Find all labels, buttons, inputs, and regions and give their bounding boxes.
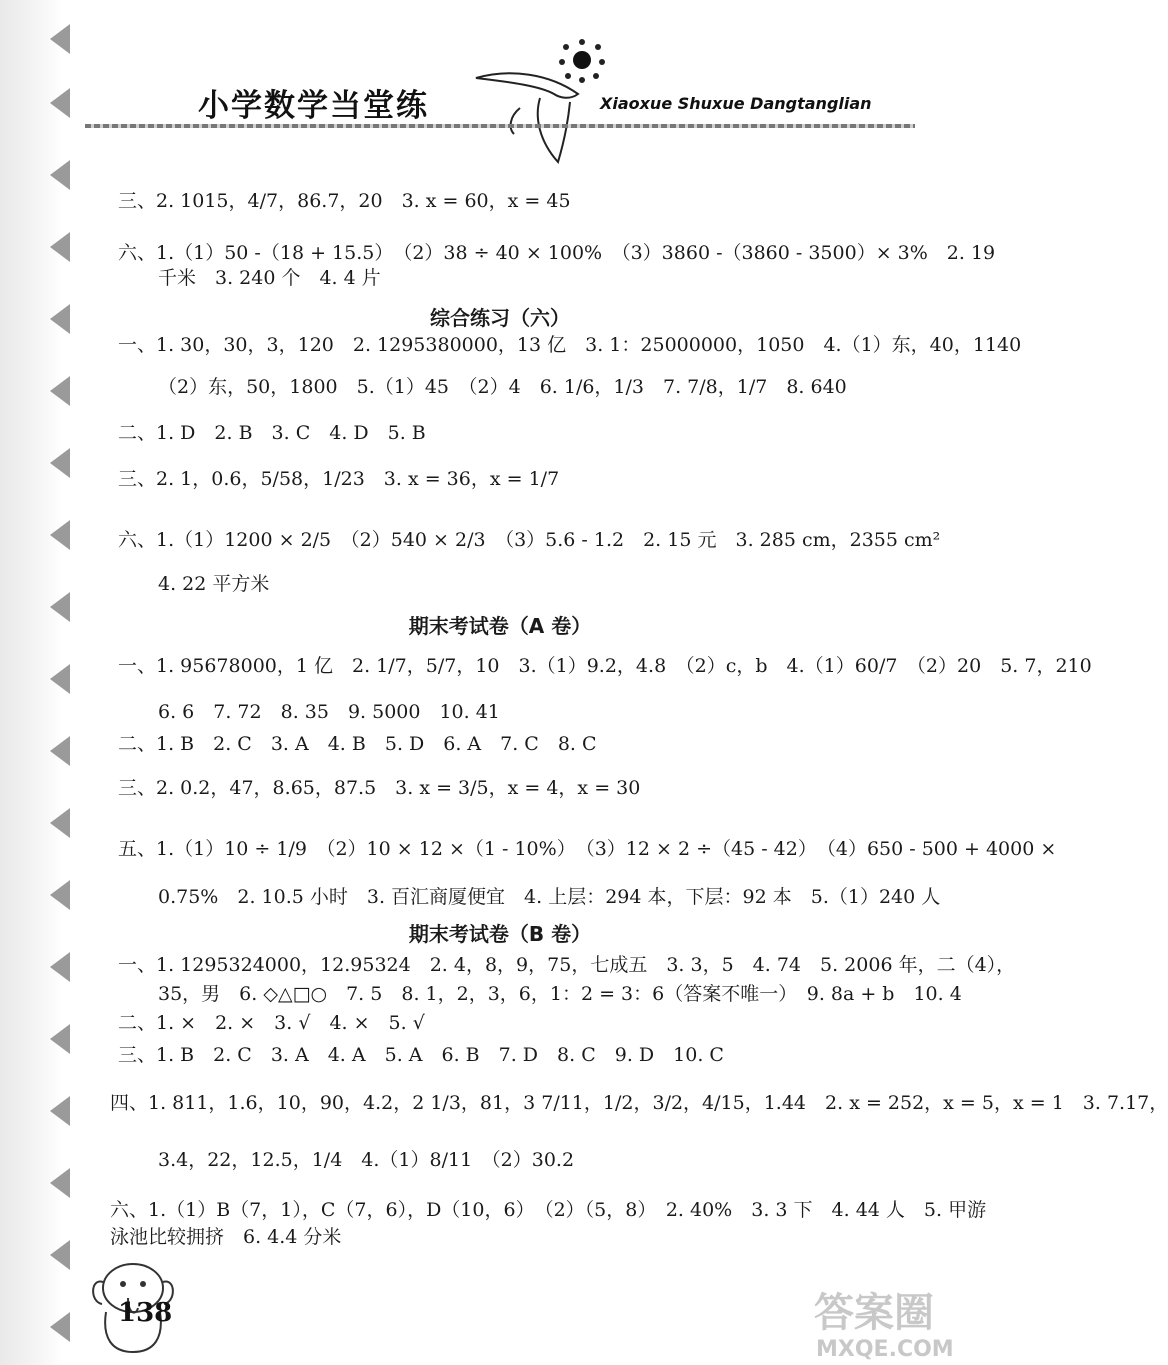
margin-triangle-icon bbox=[50, 448, 70, 478]
answer-line: 二、1. D 2. B 3. C 4. D 5. B bbox=[118, 422, 426, 444]
watermark-logo bbox=[810, 1282, 990, 1362]
page-header-pinyin: Xiaoxue Shuxue Dangtanglian bbox=[600, 94, 872, 113]
dove-sun-icon bbox=[470, 38, 610, 168]
answer-line: 一、1. 95678000，1 亿 2. 1/7，5/7，10 3.（1）9.2，4.8 （2）c，b 4.（1）60/7 （2）20 5. 7，210 bbox=[118, 655, 1092, 677]
answer-line: 三、2. 0.2，47，8.65，87.5 3. x = 3/5，x = 4，x = 30 bbox=[118, 777, 641, 799]
answer-line: 六、1.（1）1200 × 2/5 （2）540 × 2/3 （3）5.6 - 1.2 2. 15 元 3. 285 cm，2355 cm² bbox=[118, 529, 941, 551]
answer-line: 3.4，22，12.5，1/4 4.（1）8/11 （2）30.2 bbox=[158, 1149, 575, 1171]
page-number: 138 bbox=[118, 1298, 173, 1328]
answer-line: 六、1.（1）B（7，1），C（7，6），D（10，6） （2）（5，8） 2. 40% 3. 3 下 4. 44 人 5. 甲游 bbox=[110, 1199, 987, 1221]
section-title-exam-b: 期末考试卷（B 卷） bbox=[408, 922, 592, 946]
margin-triangle-icon bbox=[50, 232, 70, 262]
answer-line: 三、2. 1015，4/7，86.7，20 3. x = 60，x = 45 bbox=[118, 190, 571, 212]
watermark-text: 答案圈 bbox=[814, 1290, 934, 1336]
answer-line: 0.75% 2. 10.5 小时 3. 百汇商厦便宜 4. 上层：294 本，下层：92 本 5.（1）240 人 bbox=[158, 886, 941, 908]
margin-triangle-icon bbox=[50, 664, 70, 694]
answer-line: 三、2. 1，0.6，5/58，1/23 3. x = 36，x = 1/7 bbox=[118, 468, 560, 490]
answer-line: 4. 22 平方米 bbox=[158, 573, 270, 595]
answer-line: 千米 3. 240 个 4. 4 片 bbox=[158, 267, 381, 289]
margin-triangle-icon bbox=[50, 1240, 70, 1270]
page-header-title: 小学数学当堂练 bbox=[198, 88, 429, 124]
margin-triangle-icon bbox=[50, 88, 70, 118]
answer-line: 泳池比较拥挤 6. 4.4 分米 bbox=[110, 1226, 342, 1248]
answer-line: 五、1.（1）10 ÷ 1/9 （2）10 × 12 ×（1 - 10%） （3）12 × 2 ÷（45 - 42） （4）650 - 500 + 4000 × bbox=[118, 838, 1057, 860]
margin-triangle-icon bbox=[50, 376, 70, 406]
margin-triangle-icon bbox=[50, 952, 70, 982]
answer-line: 三、1. B 2. C 3. A 4. A 5. A 6. B 7. D 8. C 9. D 10. C bbox=[118, 1044, 724, 1066]
answer-line: 一、1. 1295324000，12.95324 2. 4，8，9，75，七成五 3. 3，5 4. 74 5. 2006 年，二（4）， bbox=[118, 954, 1016, 976]
answer-line: 六、1.（1）50 -（18 + 15.5） （2）38 ÷ 40 × 100% （3）3860 -（3860 - 3500）× 3% 2. 19 bbox=[118, 242, 996, 264]
margin-triangle-icon bbox=[50, 520, 70, 550]
answer-line: 一、1. 30，30，3，120 2. 1295380000，13 亿 3. 1：25000000，1050 4.（1）东，40，1140 bbox=[118, 334, 1022, 356]
margin-triangle-icon bbox=[50, 808, 70, 838]
answer-line: 35，男 6. ◇△□○ 7. 5 8. 1，2，3，6，1：2 = 3：6（答案不唯一） 9. 8a + b 10. 4 bbox=[158, 983, 962, 1005]
answer-line: 二、1. × 2. × 3. √ 4. × 5. √ bbox=[118, 1012, 425, 1034]
margin-triangle-icon bbox=[50, 1168, 70, 1198]
margin-triangle-icon bbox=[50, 1096, 70, 1126]
answer-line: 四、1. 811，1.6，10，90，4.2，2 1/3，81，3 7/11，1/2，3/2，4/15，1.44 2. x = 252，x = 5，x = 1 3. 7.17， bbox=[110, 1092, 1168, 1114]
watermark-url: MXQE.COM bbox=[816, 1337, 954, 1362]
margin-triangle-icon bbox=[50, 160, 70, 190]
margin-triangle-icon bbox=[50, 736, 70, 766]
section-title-6: 综合练习（六） bbox=[430, 306, 570, 330]
margin-triangle-icon bbox=[50, 1312, 70, 1342]
answer-line: （2）东，50，1800 5.（1）45 （2）4 6. 1/6，1/3 7. 7/8，1/7 8. 640 bbox=[158, 376, 847, 398]
margin-triangle-icon bbox=[50, 24, 70, 54]
margin-triangle-icon bbox=[50, 1024, 70, 1054]
section-title-exam-a: 期末考试卷（A 卷） bbox=[408, 614, 592, 638]
header-divider bbox=[85, 124, 915, 128]
margin-triangle-icon bbox=[50, 880, 70, 910]
answer-line: 二、1. B 2. C 3. A 4. B 5. D 6. A 7. C 8. C bbox=[118, 733, 597, 755]
answer-line: 6. 6 7. 72 8. 35 9. 5000 10. 41 bbox=[158, 701, 500, 723]
